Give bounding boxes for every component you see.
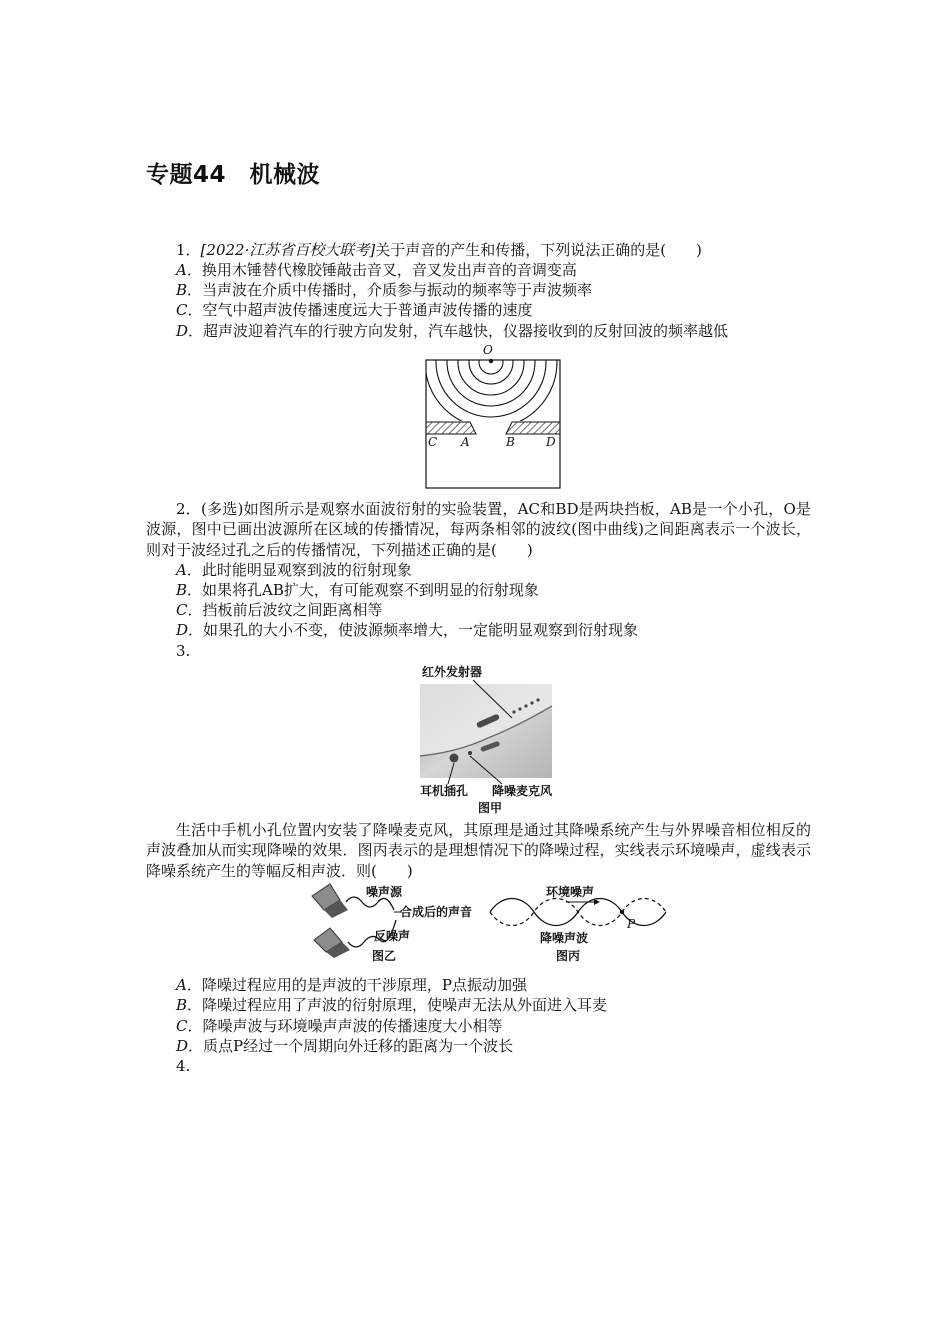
caption-fig-yi: 图乙 [372,949,397,963]
label-anti-noise: 反噪声 [374,929,411,943]
q2-stem: 2．(多选)如图所示是观察水面波衍射的实验装置，AC和BD是两块挡板，AB是一个小孔，O是波源，图中已画出波源所在区域的传播情况，每两条相邻的波纹(图中曲线)之间距离表示一个波长，则对于波经过孔之后的传播情况，下列描述正确的是( ) [146,500,811,559]
label-combined-sound: 合成后的声音 [400,905,473,919]
wave-source-dot [489,359,493,363]
caption-fig-bing: 图丙 [556,949,581,963]
q1-option-a: A．换用木锤替代橡胶锤敲击音叉，音叉发出声音的音调变高 [176,261,577,279]
q3-option-b: B．降噪过程应用了声波的衍射原理，使噪声无法从外面进入耳麦 [176,996,608,1014]
q1-stem-text: 关于声音的产生和传播，下列说法正确的是( ) [375,241,702,259]
label-b: B [506,435,515,449]
q3-option-c: C．降噪声波与环境噪声声波的传播速度大小相等 [176,1017,503,1035]
speaker-top-icon [312,884,348,918]
headphone-jack-hole [450,754,459,763]
q1-option-c: C．空气中超声波传播速度远大于普通声波传播的速度 [176,301,533,319]
mic-hole [468,751,472,755]
q2-option-a: A．此时能明显观察到波的衍射现象 [176,561,412,579]
q4-number: 4. [176,1057,191,1075]
label-o: O [483,343,493,357]
q1-option-b: B．当声波在介质中传播时，介质参与振动的频率等于声波频率 [176,281,593,299]
label-environment-noise: 环境噪声 [546,885,595,899]
q2-option-d: D．如果孔的大小不变，使波源频率增大，一定能明显观察到衍射现象 [176,621,639,639]
speaker-bottom-icon [314,928,350,958]
q1-option-d: D．超声波迎着汽车的行驶方向发射，汽车越快，仪器接收到的反射回波的频率越低 [176,322,729,340]
q2-option-b: B．如果将孔AB扩大，有可能观察不到明显的衍射现象 [176,581,539,599]
label-d: D [546,435,556,449]
label-noise-reduction-wave: 降噪声波 [540,931,589,945]
caption-fig-jia: 图甲 [478,801,503,815]
label-ir-emitter: 红外发射器 [422,665,483,679]
q3-number: 3. [176,642,191,660]
label-noise-mic: 降噪麦克风 [492,784,553,798]
q2-option-c: C．挡板前后波纹之间距离相等 [176,601,383,619]
barrier-ac [426,422,476,434]
label-c: C [428,435,438,449]
diffraction-figure [420,342,565,492]
q3-option-a: A．降噪过程应用的是声波的干涉原理，P点振动加强 [176,976,527,994]
q3-option-d: D．质点P经过一个周期向外迁移的距离为一个波长 [176,1037,514,1055]
q3-stem: 生活中手机小孔位置内安装了降噪麦克风，其原理是通过其降噪系统产生与外界噪音相位相反的声波叠加从而实现降噪的效果．图丙表示的是理想情况下的降噪过程，实线表示环境噪声，虚线表示降噪系统产生的等幅反相声波．则( ) [146,821,811,880]
q1-source: [2022·江苏省百校大联考] [200,241,376,259]
label-a: A [461,435,470,449]
label-point-p: P [627,917,636,931]
label-noise-source: 噪声源 [366,885,403,899]
q1-stem [176,240,702,260]
barrier-bd [506,422,560,434]
label-headphone-jack: 耳机插孔 [420,784,469,798]
noise-reduction-wave [490,899,666,926]
page-title: 专题44 机械波 [146,162,321,188]
phone-figure [418,660,568,820]
q1-number: 1． [176,241,201,259]
noise-cancel-figure [310,880,680,968]
point-p-dot [620,910,624,914]
